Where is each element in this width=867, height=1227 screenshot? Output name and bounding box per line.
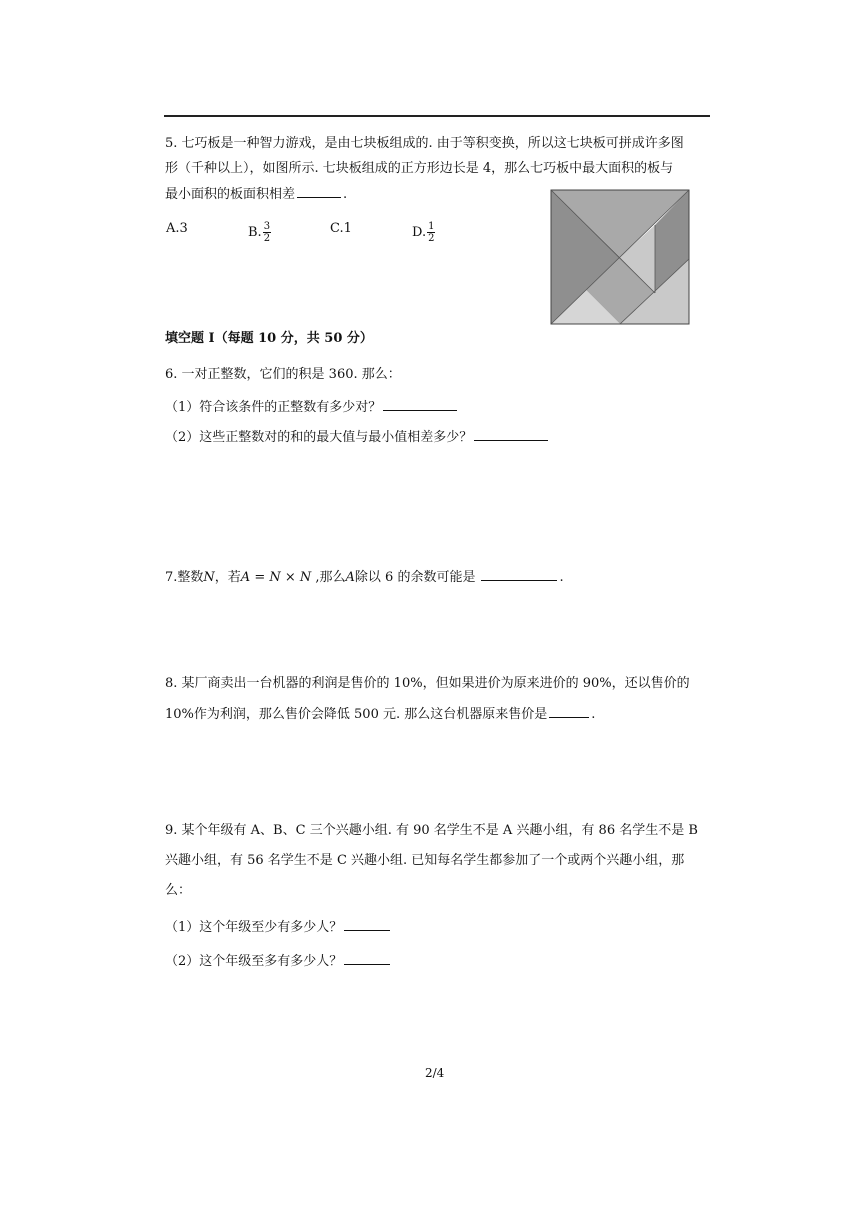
q9-sub-2-text: （2）这个年级至多有多少人？ <box>165 954 343 969</box>
q9-answer-2-blank[interactable] <box>344 952 390 965</box>
q5-option-d-numerator: 1 <box>428 221 435 232</box>
q6-sub-2-text: （2）这些正整数对的和的最大值与最小值相差多少？ <box>165 430 473 445</box>
q8-line-1: 8. 某厂商卖出一台机器的利润是售价的 10%，但如果进价为原来进价的 90%，还以售价的 <box>165 676 690 691</box>
q5-line-3-text: 最小面积的板面积相差 <box>165 187 296 202</box>
q7-var-n: N <box>203 570 215 585</box>
q6-sub-2 <box>165 428 550 447</box>
q8-line-2-end: . <box>591 707 596 722</box>
q6-answer-1-blank[interactable] <box>383 398 457 411</box>
q5-line-2: 形（千种以上），如图所示. 七块板组成的正方形边长是 4，那么七巧板中最大面积的板与 <box>165 161 674 176</box>
q7-answer-blank[interactable] <box>481 568 557 581</box>
q9-line-1: 9. 某个年级有 A、B、C 三个兴趣小组. 有 90 名学生不是 A 兴趣小组，有 86 名学生不是 B <box>165 823 698 838</box>
q6-answer-2-blank[interactable] <box>474 428 548 441</box>
q5-option-b-fraction <box>263 221 271 244</box>
q9-sub-1-text: （1）这个年级至少有多少人？ <box>165 920 343 935</box>
q5-answer-blank[interactable] <box>297 185 341 198</box>
q5-option-c[interactable]: C.1 <box>330 221 352 236</box>
q6-sub-1 <box>165 398 459 417</box>
q7-mid-1: ，若 <box>214 570 241 585</box>
q5-line-1: 5. 七巧板是一种智力游戏，是由七块板组成的. 由于等积变换，所以这七块板可拼成许多图 <box>165 136 684 151</box>
tangram-figure <box>545 185 695 330</box>
q5-line-3 <box>165 185 347 204</box>
q8-line-2-text: 10%作为利润，那么售价会降低 500 元. 那么这台机器原来售价是 <box>165 707 548 722</box>
q5-option-b-denominator: 2 <box>263 233 271 244</box>
q5-option-d-fraction <box>427 221 435 244</box>
q7-mid-3: 除以 6 的余数可能是 <box>354 570 476 585</box>
q8-answer-blank[interactable] <box>549 705 589 718</box>
q5-line-3-end: . <box>343 187 348 202</box>
q5-option-a[interactable]: A.3 <box>166 221 188 236</box>
q5-option-d-prefix: D. <box>412 225 427 240</box>
q8-line-2 <box>165 705 595 724</box>
q7-mid-2: ,那么 <box>311 570 346 585</box>
q7-end: . <box>559 570 564 585</box>
q5-option-d-denominator: 2 <box>428 233 435 244</box>
q5-option-b-numerator: 3 <box>263 221 271 232</box>
q9-line-2: 兴趣小组，有 56 名学生不是 C 兴趣小组. 已知每名学生都参加了一个或两个兴趣小组，那 <box>165 853 685 868</box>
q7-expression: A = N × N <box>240 570 312 585</box>
q6-sub-1-text: （1）符合该条件的正整数有多少对？ <box>165 400 382 415</box>
page-number: 2/4 <box>425 1066 445 1080</box>
q7-var-a: A <box>345 570 355 585</box>
section-title: 填空题 I（每题 10 分，共 50 分） <box>165 331 373 346</box>
q5-option-d[interactable] <box>412 221 435 244</box>
q9-sub-1 <box>165 918 392 937</box>
q7-prefix: 7.整数 <box>165 570 204 585</box>
q7-line <box>165 568 564 587</box>
q5-option-b-prefix: B. <box>248 225 262 240</box>
q6-stem: 6. 一对正整数，它们的积是 360. 那么： <box>165 367 401 382</box>
q9-answer-1-blank[interactable] <box>344 918 390 931</box>
q9-line-3: 么： <box>165 883 192 898</box>
header-rule <box>164 115 710 117</box>
q9-sub-2 <box>165 952 392 971</box>
q5-option-b[interactable] <box>248 221 271 244</box>
